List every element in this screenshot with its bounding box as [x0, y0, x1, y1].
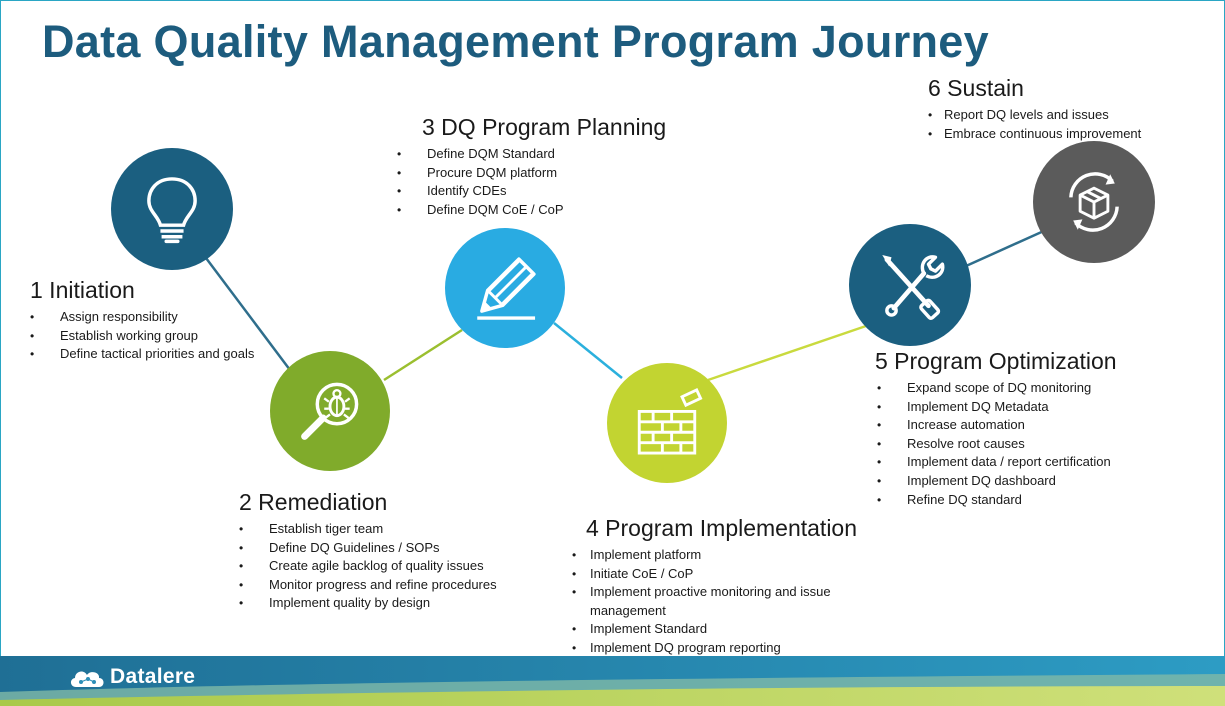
- list-item: • Implement platform: [572, 546, 872, 565]
- stage-items: [239, 520, 559, 613]
- list-item: • Assign responsibility: [30, 308, 260, 327]
- list-item: • Embrace continuous improvement: [928, 125, 1218, 144]
- stage-items: [928, 106, 1218, 143]
- optimization-circle: [849, 224, 971, 346]
- list-item: • Implement DQ program reporting: [572, 639, 872, 658]
- list-item: • Define DQM Standard: [397, 145, 707, 164]
- brick-wall-icon: [630, 386, 704, 460]
- list-item: • Implement quality by design: [239, 594, 559, 613]
- list-item: • Create agile backlog of quality issues: [239, 557, 559, 576]
- stage-title: 3 DQ Program Planning: [422, 114, 667, 140]
- list-item: • Define tactical priorities and goals: [30, 345, 260, 364]
- stage-items: [877, 379, 1205, 509]
- list-item: • Initiate CoE / CoP: [572, 565, 872, 584]
- bug-magnifier-icon: [293, 374, 367, 448]
- list-item: • Monitor progress and refine procedures: [239, 576, 559, 595]
- connector-3-4: [554, 323, 622, 378]
- cycle-box-icon: [1057, 165, 1131, 239]
- list-item: • Report DQ levels and issues: [928, 106, 1218, 125]
- page-title: Data Quality Management Program Journey: [42, 16, 989, 67]
- list-item: • Implement Standard: [572, 620, 872, 639]
- pencil-icon: [468, 251, 542, 325]
- stage-items: [397, 145, 707, 219]
- tools-icon: [873, 248, 947, 322]
- cloud-network-icon: [68, 665, 106, 689]
- planning-circle: [445, 228, 565, 348]
- list-item: • Identify CDEs: [397, 182, 707, 201]
- list-item: • Procure DQM platform: [397, 164, 707, 183]
- list-item: • Establish working group: [30, 327, 260, 346]
- lightbulb-icon: [135, 172, 209, 246]
- stage-optimization: [875, 348, 1205, 509]
- sustain-circle: [1033, 141, 1155, 263]
- brand-name: Datalere: [110, 665, 196, 688]
- initiation-circle: [111, 148, 233, 270]
- stage-items: [572, 546, 872, 658]
- connector-2-3: [384, 330, 462, 380]
- list-item: • Expand scope of DQ monitoring: [877, 379, 1205, 398]
- list-item: • Implement DQ dashboard: [877, 472, 1205, 491]
- list-item: • Define DQM CoE / CoP: [397, 201, 707, 220]
- implementation-circle: [607, 363, 727, 483]
- list-item: • Resolve root causes: [877, 435, 1205, 454]
- list-item: • Refine DQ standard: [877, 491, 1205, 510]
- stage-title: 2 Remediation: [239, 489, 388, 515]
- brand-logo: [68, 665, 195, 689]
- list-item: • Implement DQ Metadata: [877, 398, 1205, 417]
- remediation-circle: [270, 351, 390, 471]
- connector-5-6: [966, 230, 1046, 266]
- list-item: • Establish tiger team: [239, 520, 559, 539]
- list-item: • Define DQ Guidelines / SOPs: [239, 539, 559, 558]
- stage-items: [30, 308, 260, 364]
- stage-sustain: [928, 75, 1218, 143]
- list-item: • Increase automation: [877, 416, 1205, 435]
- list-item: • Implement proactive monitoring and issue management: [572, 583, 872, 620]
- stage-implementation: [572, 515, 892, 658]
- stage-title: 5 Program Optimization: [875, 348, 1117, 374]
- stage-title: 1 Initiation: [30, 277, 135, 303]
- stage-initiation: [30, 277, 260, 364]
- stage-remediation: [239, 489, 559, 613]
- stage-title: 6 Sustain: [928, 75, 1024, 101]
- connector-4-5: [708, 326, 866, 380]
- stage-planning: [397, 114, 707, 219]
- stage-title: 4 Program Implementation: [586, 515, 858, 541]
- list-item: • Implement data / report certification: [877, 453, 1205, 472]
